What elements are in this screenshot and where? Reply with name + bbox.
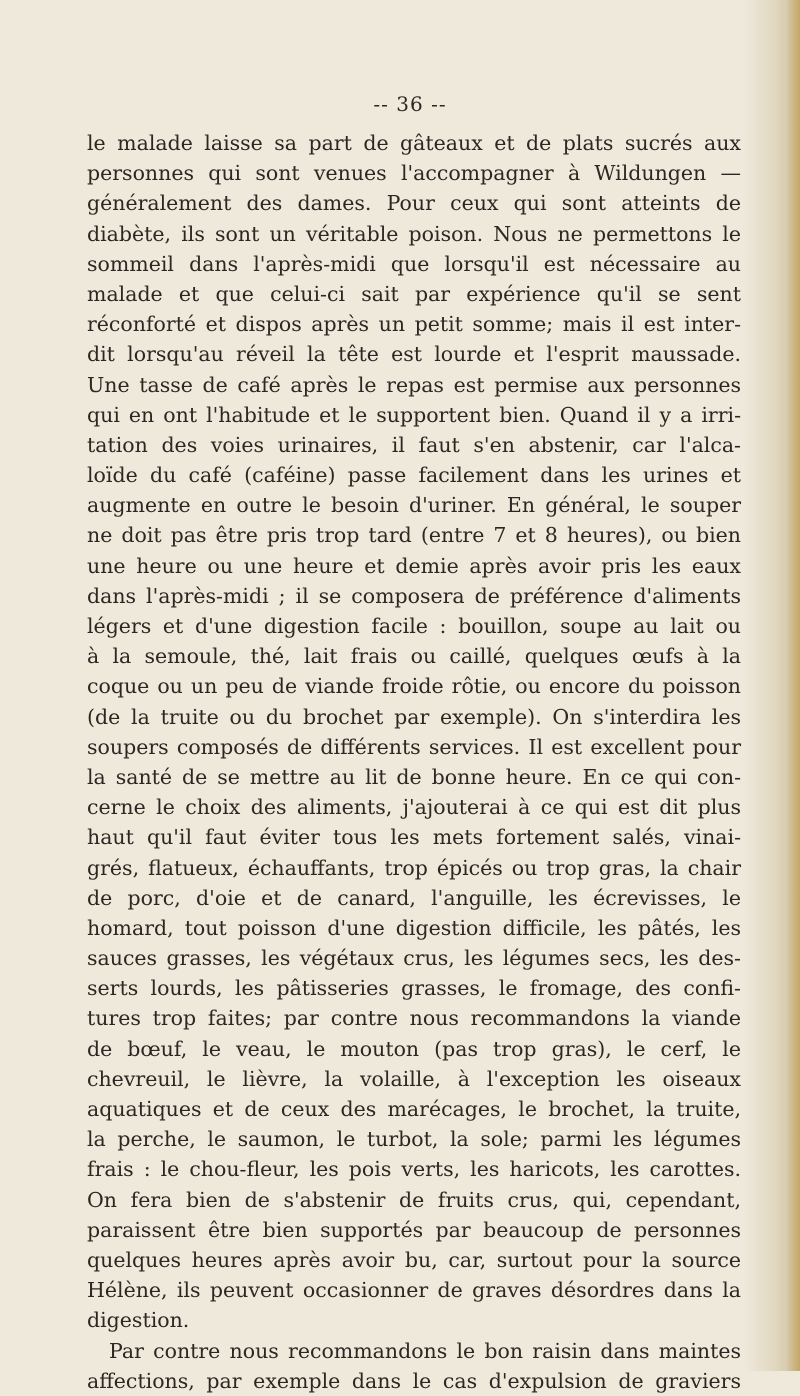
text-line: sommeil dans l'après-midi que lorsqu'il est nécessaire au <box>87 251 741 276</box>
text-line: qui en ont l'habitude et le supportent bien. Quand il y a irri- <box>87 402 741 427</box>
text-line: sauces grasses, les végétaux crus, les légumes secs, les des- <box>87 946 741 971</box>
text-line: réconforté et dispos après un petit somme; mais il est inter- <box>87 312 741 337</box>
text-line: la santé de se mettre au lit de bonne heure. En ce qui con- <box>87 764 741 789</box>
text-line: Hélène, ils peuvent occasionner de graves désordres dans la <box>87 1278 741 1303</box>
text-line: légers et d'une digestion facile : bouillon, soupe au lait ou <box>87 614 741 638</box>
text-line: Une tasse de café après le repas est permise aux personnes <box>87 372 741 397</box>
text-line: paraissent être bien supportés par beaucoup de personnes <box>87 1217 741 1242</box>
page-number: -- 36 -- <box>373 92 447 116</box>
text-line: chevreuil, le lièvre, la volaille, à l'exception les oiseaux <box>87 1066 741 1091</box>
text-line: loïde du café (caféine) passe facilement dans les urines et <box>87 463 741 488</box>
text-line: quelques heures après avoir bu, car, surtout pour la source <box>87 1247 741 1272</box>
text-line: On fera bien de s'abstenir de fruits crus, qui, cependant, <box>87 1187 741 1212</box>
text-line: (de la truite ou du brochet par exemple). On s'interdira les <box>87 704 741 729</box>
text-line: à la semoule, thé, lait frais ou caillé, quelques œufs à la <box>87 644 741 669</box>
text-line: personnes qui sont venues l'accompagner à Wildungen — <box>87 161 741 186</box>
text-line: tation des voies urinaires, il faut s'en abstenir, car l'alca- <box>87 432 741 457</box>
text-line: de porc, d'oie et de canard, l'anguille, les écrevisses, le <box>87 885 741 910</box>
text-line: le malade laisse sa part de gâteaux et de plats sucrés aux <box>87 131 741 155</box>
text-line: diabète, ils sont un véritable poison. Nous ne permettons le <box>87 221 741 246</box>
text-line: dit lorsqu'au réveil la tête est lourde et l'esprit maussade. <box>87 342 741 367</box>
text-line: la perche, le saumon, le turbot, la sole; parmi les légumes <box>87 1127 741 1152</box>
text-line: cerne le choix des aliments, j'ajouterai à ce qui est dit plus <box>87 795 741 820</box>
text-line: dans l'après-midi ; il se composera de préférence d'aliments <box>87 583 741 608</box>
page-edge-shadow <box>786 0 800 1371</box>
text-line: malade et que celui-ci sait par expérience qu'il se sent <box>87 281 741 306</box>
text-line: coque ou un peu de viande froide rôtie, ou encore du poisson <box>87 674 741 699</box>
text-line: soupers composés de différents services. Il est excellent pour <box>87 734 741 759</box>
body-text <box>87 128 741 1396</box>
text-line: de bœuf, le veau, le mouton (pas trop gras), le cerf, le <box>87 1036 741 1061</box>
text-line: généralement des dames. Pour ceux qui sont atteints de <box>87 191 741 216</box>
text-line: une heure ou une heure et demie après avoir pris les eaux <box>87 553 741 578</box>
text-line: grés, flatueux, échauffants, trop épicés ou trop gras, la chair <box>87 855 741 880</box>
text-line: serts lourds, les pâtisseries grasses, le fromage, des confi- <box>87 976 741 1001</box>
text-line: homard, tout poisson d'une digestion difficile, les pâtés, les <box>87 915 741 940</box>
text-line: affections, par exemple dans le cas d'expulsion de graviers <box>87 1368 741 1393</box>
text-line: augmente en outre le besoin d'uriner. En général, le souper <box>87 493 741 518</box>
text-line: haut qu'il faut éviter tous les mets fortement salés, vinai- <box>87 825 741 850</box>
text-line: aquatiques et de ceux des marécages, le brochet, la truite, <box>87 1097 741 1121</box>
text-line: frais : le chou-fleur, les pois verts, les haricots, les carottes. <box>87 1157 741 1182</box>
text-line: Par contre nous recommandons le bon raisin dans maintes <box>109 1338 741 1363</box>
text-line: digestion. <box>87 1308 190 1333</box>
text-line: ne doit pas être pris trop tard (entre 7 et 8 heures), ou bien <box>87 523 741 548</box>
text-line: tures trop faites; par contre nous recommandons la viande <box>87 1006 741 1031</box>
